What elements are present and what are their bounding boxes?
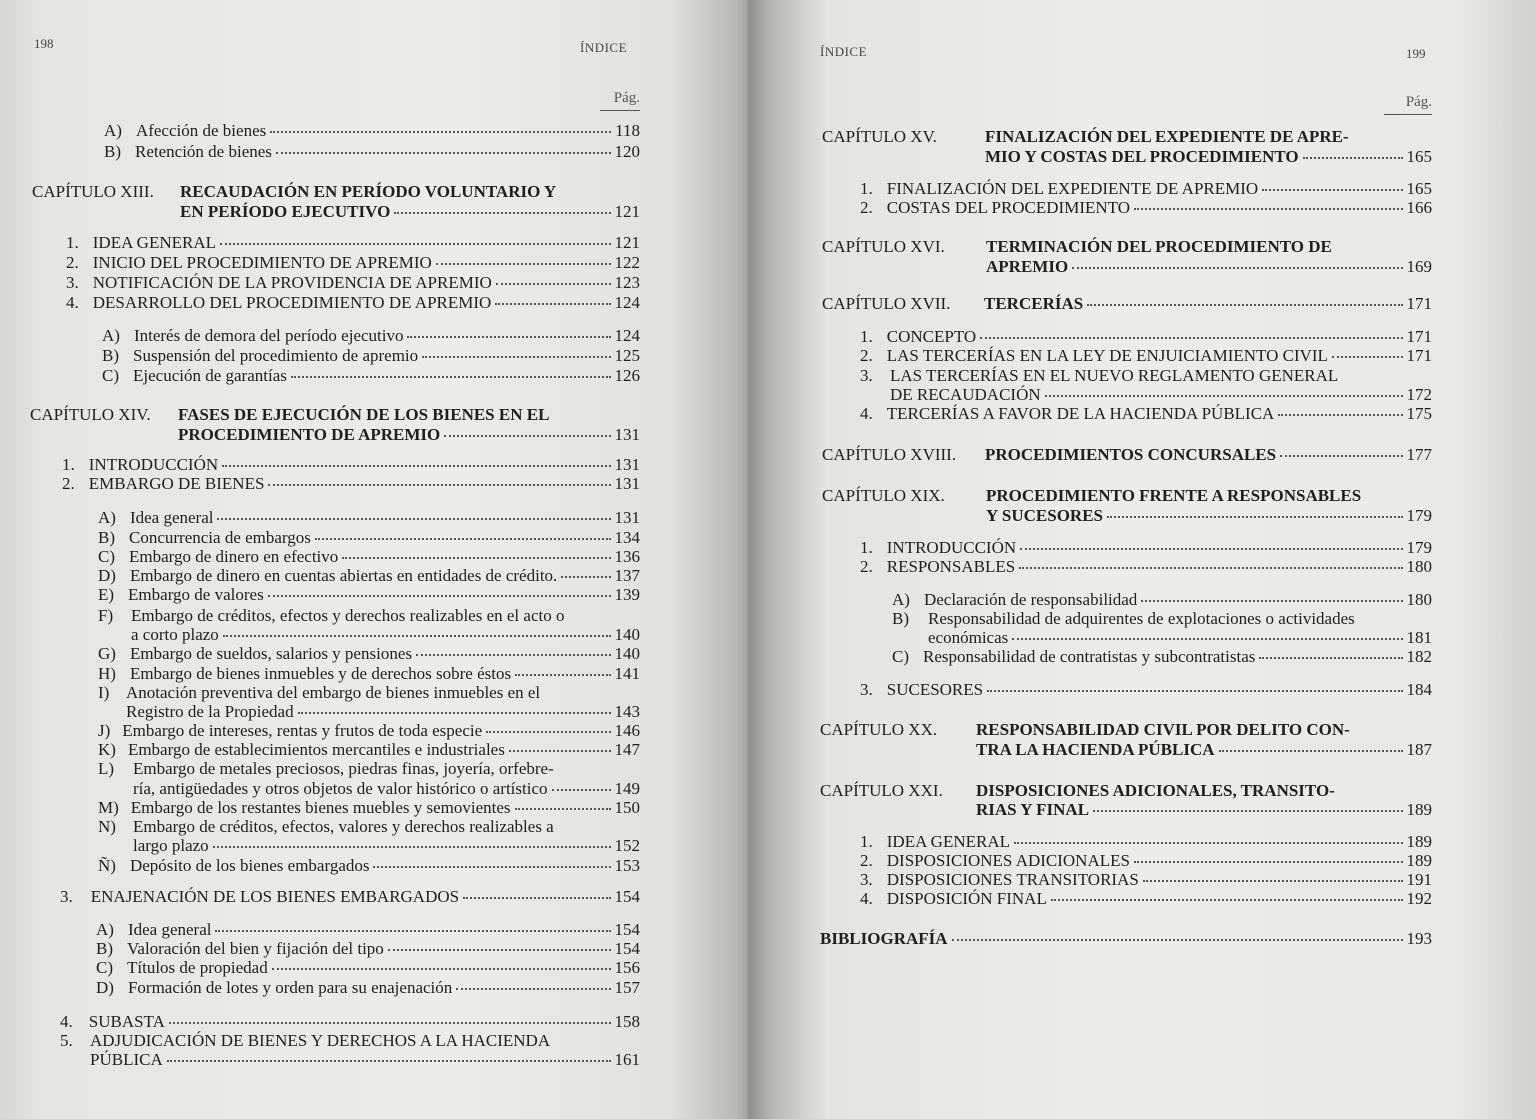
toc-entry: 2. DISPOSICIONES ADICIONALES 189 — [860, 851, 1432, 870]
toc-entry: 4. TERCERÍAS A FAVOR DE LA HACIENDA PÚBLICA 175 — [860, 404, 1432, 423]
toc-entry: a corto plazo 140 — [131, 625, 640, 644]
chapter-label: CAPÍTULO XXI. — [820, 781, 943, 800]
entry-text: Responsabilidad de adquirentes de explotaciones o actividades — [928, 609, 1355, 628]
toc-entry: E) Embargo de valores 139 — [98, 585, 640, 604]
entry-mark: I) — [98, 683, 110, 702]
chapter-label: CAPÍTULO XX. — [820, 720, 938, 739]
toc-entry: B) Concurrencia de embargos 134 — [98, 528, 640, 547]
chapter-title: RECAUDACIÓN EN PERÍODO VOLUNTARIO Y — [180, 182, 557, 201]
entry-mark: 5. — [60, 1031, 73, 1050]
toc-entry: 1. CONCEPTO 171 — [860, 327, 1432, 346]
toc-entry: 2. EMBARGO DE BIENES 131 — [62, 474, 640, 493]
pag-label: Pág. — [600, 90, 640, 111]
toc-entry: B) Suspensión del procedimiento de apremio 125 — [102, 346, 640, 365]
entry-mark: L) — [98, 759, 115, 778]
entry-text: LAS TERCERÍAS EN EL NUEVO REGLAMENTO GENERAL — [890, 366, 1339, 385]
chapter-entry: EN PERÍODO EJECUTIVO 121 — [180, 202, 640, 221]
right-page — [748, 0, 1536, 1119]
running-head: ÍNDICE — [580, 40, 628, 55]
toc-entry: A) Interés de demora del período ejecutivo 124 — [102, 326, 640, 345]
toc-entry: 1. INTRODUCCIÓN 131 — [62, 455, 640, 474]
chapter-label: CAPÍTULO XV. — [822, 127, 937, 146]
toc-entry: A) Declaración de responsabilidad 180 — [892, 590, 1432, 609]
chapter-entry: PROCEDIMIENTO DE APREMIO 131 — [178, 425, 640, 444]
entry-text: Embargo de metales preciosos, piedras finas, joyería, orfebre- — [133, 759, 554, 778]
toc-entry: B) Valoración del bien y fijación del tipo 154 — [96, 939, 640, 958]
chapter-label: CAPÍTULO XIII. — [32, 182, 154, 201]
entry-mark: B) — [892, 609, 909, 628]
chapter-title: RESPONSABILIDAD CIVIL POR DELITO CON- — [976, 720, 1350, 739]
toc-entry: 1. FINALIZACIÓN DEL EXPEDIENTE DE APREMIO 165 — [860, 179, 1432, 198]
page-number: 198 — [34, 36, 54, 51]
toc-entry: G) Embargo de sueldos, salarios y pensiones 140 — [98, 644, 640, 663]
toc-entry: M) Embargo de los restantes bienes muebles y semovientes 150 — [98, 798, 640, 817]
toc-entry: DE RECAUDACIÓN 172 — [890, 385, 1432, 404]
toc-entry: C) Ejecución de garantías 126 — [102, 366, 640, 385]
chapter-label: CAPÍTULO XVI. — [822, 237, 945, 256]
chapter-title: TERMINACIÓN DEL PROCEDIMIENTO DE — [986, 237, 1332, 256]
chapter-title: PROCEDIMIENTO FRENTE A RESPONSABLES — [986, 486, 1362, 505]
chapter-label: CAPÍTULO XVIII. — [822, 445, 957, 464]
entry-mark: F) — [98, 606, 114, 625]
chapter-title: FINALIZACIÓN DEL EXPEDIENTE DE APRE- — [985, 127, 1349, 146]
toc-entry: 3. SUCESORES 184 — [860, 680, 1432, 699]
toc-entry: 3. NOTIFICACIÓN DE LA PROVIDENCIA DE APREMIO 123 — [66, 273, 640, 292]
page-number: 199 — [1406, 46, 1426, 61]
toc-entry: 4. DESARROLLO DEL PROCEDIMIENTO DE APREMIO 124 — [66, 293, 640, 312]
toc-entry: D) Embargo de dinero en cuentas abiertas en entidades de crédito. 137 — [98, 566, 640, 585]
bibliography-entry: BIBLIOGRAFÍA 193 — [820, 929, 1432, 948]
toc-entry: B) Retención de bienes 120 — [104, 142, 640, 161]
toc-entry: A) Afección de bienes 118 — [104, 121, 640, 140]
chapter-label: CAPÍTULO XIV. — [30, 405, 151, 424]
toc-entry: A) Idea general 131 — [98, 508, 640, 527]
toc-entry: Registro de la Propiedad 143 — [126, 702, 640, 721]
toc-entry: 3. DISPOSICIONES TRANSITORIAS 191 — [860, 870, 1432, 889]
toc-entry: 1. INTRODUCCIÓN 179 — [860, 538, 1432, 557]
toc-entry: A) Idea general 154 — [96, 920, 640, 939]
chapter-entry: RIAS Y FINAL 189 — [976, 800, 1432, 819]
left-page — [0, 0, 760, 1119]
toc-entry: D) Formación de lotes y orden para su enajenación 157 — [96, 978, 640, 997]
toc-entry: ría, antigüedades y otros objetos de valor histórico o artístico 149 — [133, 779, 640, 798]
toc-entry: C) Títulos de propiedad 156 — [96, 958, 640, 977]
entry-text: Anotación preventiva del embargo de bienes inmuebles en el — [126, 683, 541, 702]
chapter-entry: TERCERÍAS 171 — [984, 294, 1432, 313]
entry-text: Embargo de créditos, efectos, valores y derechos realizables a — [133, 817, 554, 836]
toc-entry: 3. ENAJENACIÓN DE LOS BIENES EMBARGADOS 154 — [60, 887, 640, 906]
toc-entry: 2. INICIO DEL PROCEDIMIENTO DE APREMIO 122 — [66, 253, 640, 272]
chapter-label: CAPÍTULO XIX. — [822, 486, 945, 505]
toc-entry: largo plazo 152 — [133, 836, 640, 855]
toc-entry: 1. IDEA GENERAL 189 — [860, 832, 1432, 851]
toc-entry: 2. RESPONSABLES 180 — [860, 557, 1432, 576]
toc-entry: C) Embargo de dinero en efectivo 136 — [98, 547, 640, 566]
entry-mark: 3. — [860, 366, 873, 385]
toc-entry: PÚBLICA 161 — [90, 1050, 640, 1069]
toc-entry: 2. COSTAS DEL PROCEDIMIENTO 166 — [860, 198, 1432, 217]
pag-label: Pág. — [1384, 94, 1432, 115]
running-head: ÍNDICE — [820, 44, 868, 59]
toc-entry: 1. IDEA GENERAL 121 — [66, 233, 640, 252]
toc-entry: 4. SUBASTA 158 — [60, 1012, 640, 1031]
chapter-entry: MIO Y COSTAS DEL PROCEDIMIENTO 165 — [985, 147, 1432, 166]
toc-entry: 2. LAS TERCERÍAS EN LA LEY DE ENJUICIAMIENTO CIVIL 171 — [860, 346, 1432, 365]
chapter-entry: Y SUCESORES 179 — [986, 506, 1432, 525]
chapter-title: FASES DE EJECUCIÓN DE LOS BIENES EN EL — [178, 405, 550, 424]
entry-text: ADJUDICACIÓN DE BIENES Y DERECHOS A LA HACIENDA — [90, 1031, 551, 1050]
chapter-entry: TRA LA HACIENDA PÚBLICA 187 — [976, 740, 1432, 759]
toc-entry: H) Embargo de bienes inmuebles y de derechos sobre éstos 141 — [98, 664, 640, 683]
entry-text: Embargo de créditos, efectos y derechos realizables en el acto o — [131, 606, 565, 625]
toc-entry: 4. DISPOSICIÓN FINAL 192 — [860, 889, 1432, 908]
chapter-title: DISPOSICIONES ADICIONALES, TRANSITO- — [976, 781, 1335, 800]
toc-entry: J) Embargo de intereses, rentas y frutos de toda especie 146 — [98, 721, 640, 740]
entry-mark: N) — [98, 817, 116, 836]
chapter-entry: PROCEDIMIENTOS CONCURSALES 177 — [985, 445, 1432, 464]
chapter-entry: APREMIO 169 — [986, 257, 1432, 276]
toc-entry: C) Responsabilidad de contratistas y subcontratistas 182 — [892, 647, 1432, 666]
toc-entry: económicas 181 — [928, 628, 1432, 647]
toc-entry: Ñ) Depósito de los bienes embargados 153 — [98, 856, 640, 875]
toc-entry: K) Embargo de establecimientos mercantiles e industriales 147 — [98, 740, 640, 759]
chapter-label: CAPÍTULO XVII. — [822, 294, 951, 313]
